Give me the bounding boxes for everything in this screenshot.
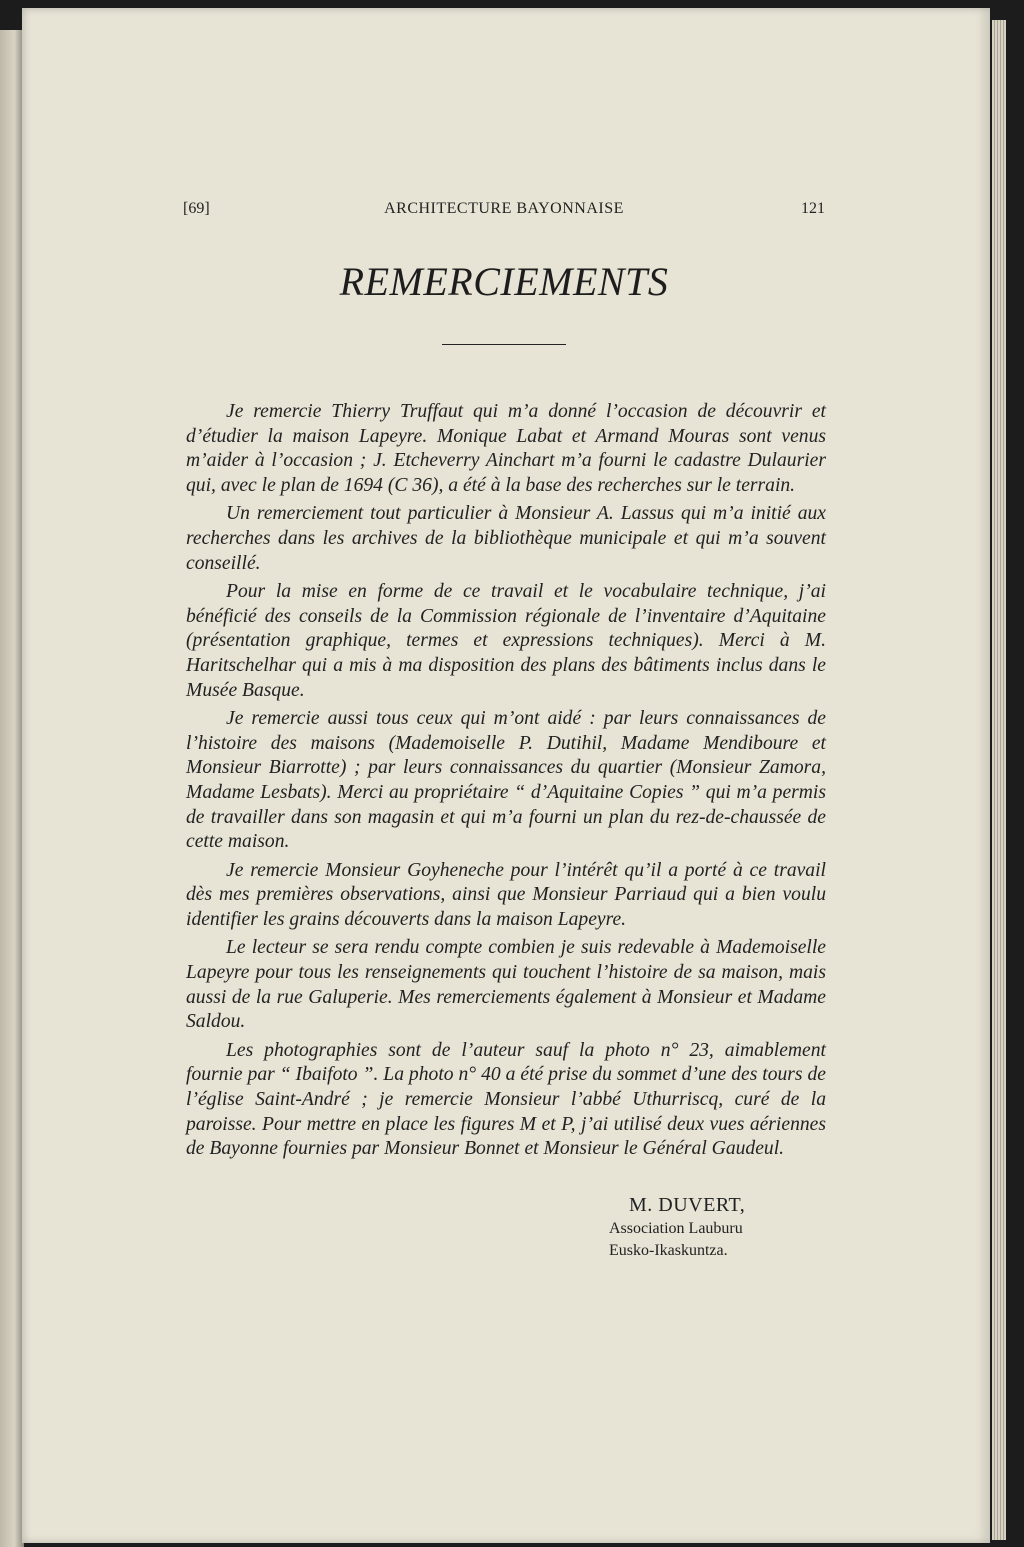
header-section-number: [69] (183, 200, 210, 217)
page-number: 121 (801, 200, 825, 217)
author-affiliation: Association Lauburu (609, 1220, 743, 1237)
author-name: M. DUVERT, (629, 1194, 746, 1216)
paragraph: Pour la mise en forme de ce travail et le vocabulaire technique, j’ai bénéficié des conseils de la Commission régionale de l’inventaire d’Aquitaine (présentation graphique, termes et expressions techniques). Merci à M. Haritschelhar qui a mis à ma disposition des plans des bâtiments inclus dans le Musée Basque. (186, 581, 826, 701)
title-rule (442, 344, 566, 345)
signature-block (600, 1192, 800, 1262)
header-title: ARCHITECTURE BAYONNAISE (384, 200, 624, 217)
paragraph: Les photographies sont de l’auteur sauf la photo n° 23, aimablement fournie par “ Ibaifoto ”. La photo n° 40 a été prise du sommet d’une des tours de l’église Saint-André ; je remercie Monsieur l’abbé Uthurriscq, curé de la paroisse. Pour mettre en place les figures M et P, j’ai utilisé deux vues aériennes de Bayonne fournies par Monsieur Bonnet et Monsieur le Général Gaudeul. (186, 1039, 826, 1160)
paragraph: Je remercie Thierry Truffaut qui m’a donné l’occasion de découvrir et d’étudier la maison Lapeyre. Monique Labat et Armand Mouras sont venus m’aider à l’occasion ; J. Etcheverry Ainchart m’a fourni le cadastre Dulaurier qui, avec le plan de 1694 (C 36), a été à la base des recherches sur le terrain. (186, 401, 826, 496)
paragraph: Un remerciement tout particulier à Monsieur A. Lassus qui m’a initié aux recherches dans les archives de la bibliothèque municipale et qui m’a souvent conseillé. (186, 503, 826, 574)
body-text (186, 400, 826, 1166)
paragraph: Je remercie aussi tous ceux qui m’ont aidé : par leurs connaissances de l’histoire des maisons (Mademoiselle P. Dutihil, Madame Mendiboure et Monsieur Biarrotte) ; par leurs connaissances du quartier (Monsieur Zamora, Madame Lesbats). Merci au propriétaire “ d’Aquitaine Copies ” qui m’a permis de travailler dans son magasin et qui m’a fourni un plan du rez-de-chaussée de cette maison. (186, 708, 826, 853)
page-title: REMERCIEMENTS (339, 259, 669, 304)
page-stack-edge (992, 20, 1006, 1540)
paragraph: Le lecteur se sera rendu compte combien je suis redevable à Mademoiselle Lapeyre pour tous les renseignements qui touchent l’histoire de sa maison, mais aussi de la rue Galuperie. Mes remerciements également à Monsieur et Madame Saldou. (186, 937, 826, 1033)
paragraph: Je remercie Monsieur Goyheneche pour l’intérêt qu’il a porté à ce travail dès mes premières observations, ainsi que Monsieur Parriaud qui a bien voulu identifier les grains découverts dans la maison Lapeyre. (186, 859, 826, 930)
facing-page-edge (0, 30, 24, 1547)
author-affiliation-2: Eusko-Ikaskuntza. (609, 1242, 728, 1259)
running-header (183, 200, 825, 224)
